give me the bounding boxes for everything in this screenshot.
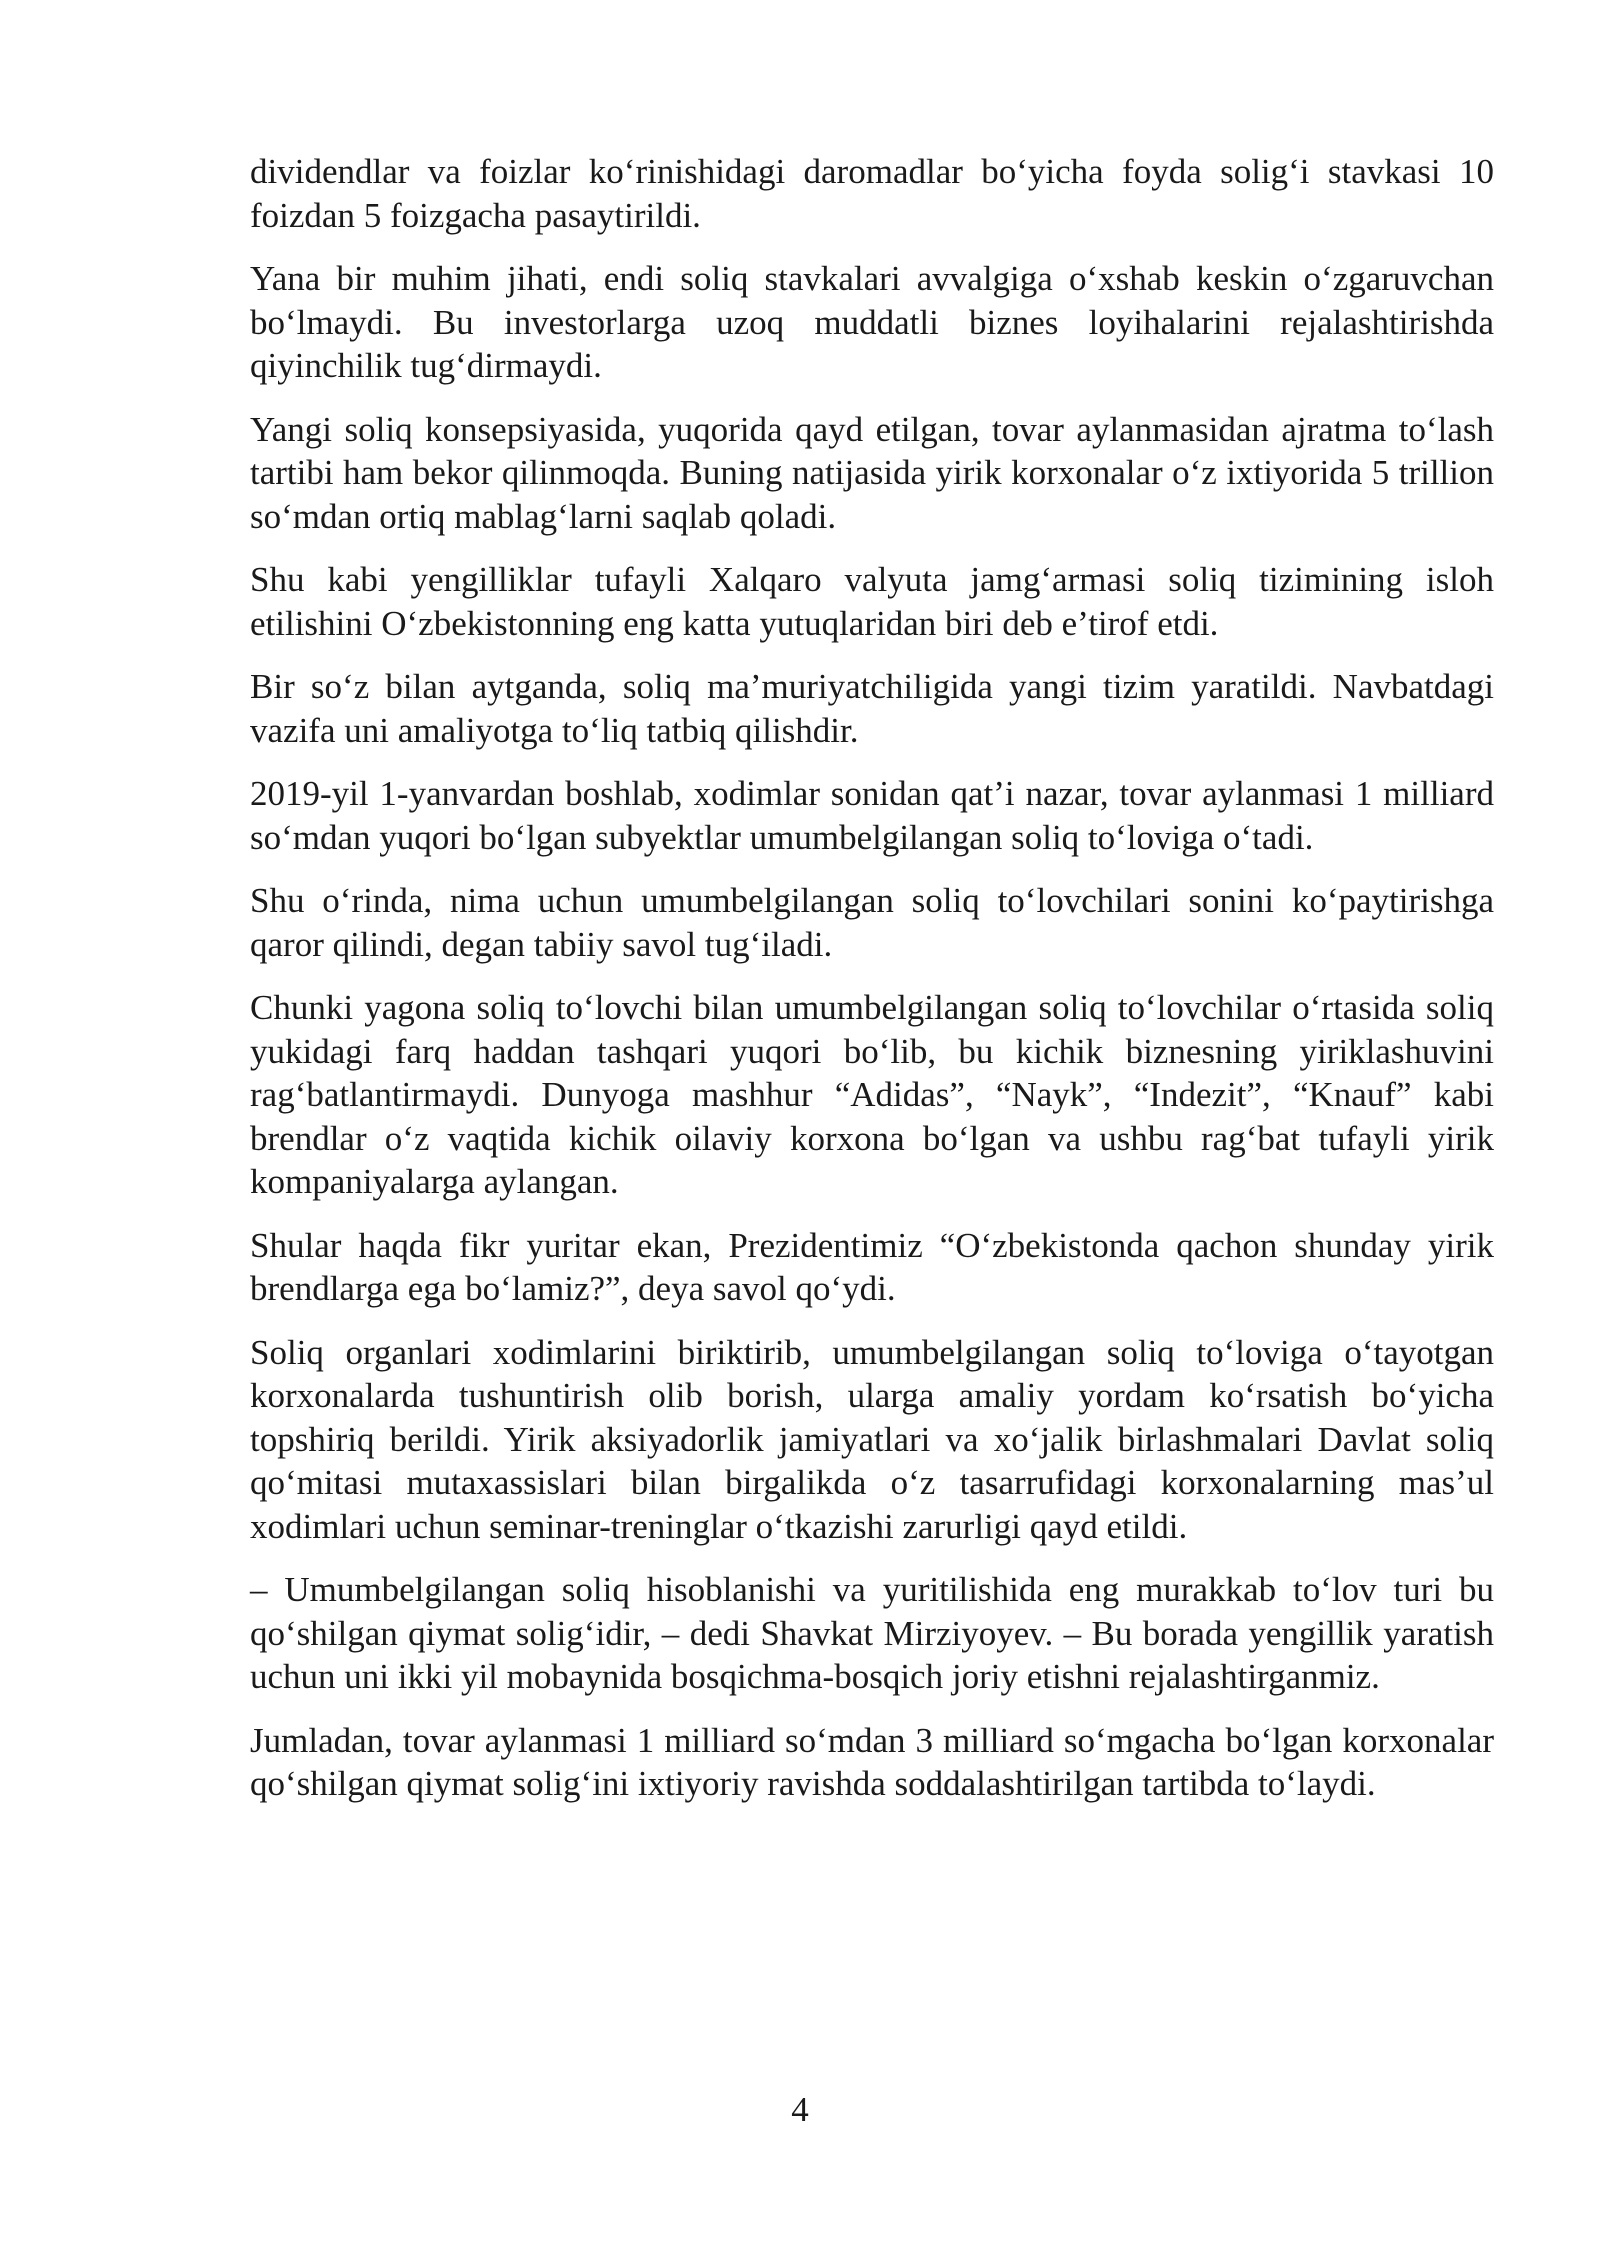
paragraph: 2019-yil 1-yanvardan boshlab, xodimlar sonidan qat’i nazar, tovar aylanmasi 1 milliard so‘mdan yuqori bo‘lgan subyektlar umumbelgilangan soliq to‘loviga o‘tadi. bbox=[250, 774, 1494, 857]
body-text bbox=[250, 150, 1494, 1826]
paragraph: Yana bir muhim jihati, endi soliq stavkalari avvalgiga o‘xshab keskin o‘zgaruvchan bo‘lmaydi. Bu investorlarga uzoq muddatli biznes loyihalarini rejalashtirishda qiyinchilik tug‘dirmaydi. bbox=[250, 259, 1494, 385]
paragraph: dividendlar va foizlar ko‘rinishidagi daromadlar bo‘yicha foyda solig‘i stavkasi 10 foizdan 5 foizgacha pasaytirildi. bbox=[250, 152, 1494, 235]
paragraph: – Umumbelgilangan soliq hisoblanishi va yuritilishida eng murakkab to‘lov turi bu qo‘shilgan qiymat solig‘idir, – dedi Shavkat Mirziyoyev. – Bu borada yengillik yaratish uchun uni ikki yil mobaynida bosqichma-bosqich joriy etishni rejalashtirganmiz. bbox=[250, 1570, 1494, 1696]
paragraph: Shular haqda fikr yuritar ekan, Prezidentimiz “O‘zbekistonda qachon shunday yirik brendlarga ega bo‘lamiz?”, deya savol qo‘ydi. bbox=[250, 1225, 1494, 1308]
paragraph: Chunki yagona soliq to‘lovchi bilan umumbelgilangan soliq to‘lovchilar o‘rtasida soliq yukidagi farq haddan tashqari yuqori bo‘lib, bu kichik biznesning yiriklashuvini rag‘batlantirmaydi. Dunyoga mashhur “Adidas”, “Nayk”, “Indezit”, “Knauf” kabi brendlar o‘z vaqtida kichik oilaviy korxona bo‘lgan va ushbu rag‘bat tufayli yirik kompaniyalarga aylangan. bbox=[250, 988, 1494, 1201]
page-number: 4 bbox=[791, 2090, 809, 2129]
paragraph: Shu kabi yengilliklar tufayli Xalqaro valyuta jamg‘armasi soliq tizimining isloh etilishini O‘zbekistonning eng katta yutuqlaridan biri deb e’tirof etdi. bbox=[250, 560, 1494, 643]
paragraph: Bir so‘z bilan aytganda, soliq ma’muriyatchiligida yangi tizim yaratildi. Navbatdagi vazifa uni amaliyotga to‘liq tatbiq qilishdir. bbox=[250, 667, 1494, 750]
paragraph: Soliq organlari xodimlarini biriktirib, umumbelgilangan soliq to‘loviga o‘tayotgan korxonalarda tushuntirish olib borish, ularga amaliy yordam ko‘rsatish bo‘yicha topshiriq berildi. Yirik aksiyadorlik jamiyatlari va xo‘jalik birlashmalari Davlat soliq qo‘mitasi mutaxassislari bilan birgalikda o‘z tasarrufidagi korxonalarning mas’ul xodimlari uchun seminar-treninglar o‘tkazishi zarurligi qayd etildi. bbox=[250, 1332, 1494, 1546]
paragraph: Shu o‘rinda, nima uchun umumbelgilangan soliq to‘lovchilari sonini ko‘paytirishga qaror qilindi, degan tabiiy savol tug‘iladi. bbox=[250, 881, 1494, 964]
paragraph: Yangi soliq konsepsiyasida, yuqorida qayd etilgan, tovar aylanmasidan ajratma to‘lash tartibi ham bekor qilinmoqda. Buning natijasida yirik korxonalar o‘z ixtiyorida 5 trillion so‘mdan ortiq mablag‘larni saqlab qoladi. bbox=[250, 409, 1494, 536]
paragraph: Jumladan, tovar aylanmasi 1 milliard so‘mdan 3 milliard so‘mgacha bo‘lgan korxonalar qo‘shilgan qiymat solig‘ini ixtiyoriy ravishda soddalashtirilgan tartibda to‘laydi. bbox=[250, 1720, 1494, 1803]
